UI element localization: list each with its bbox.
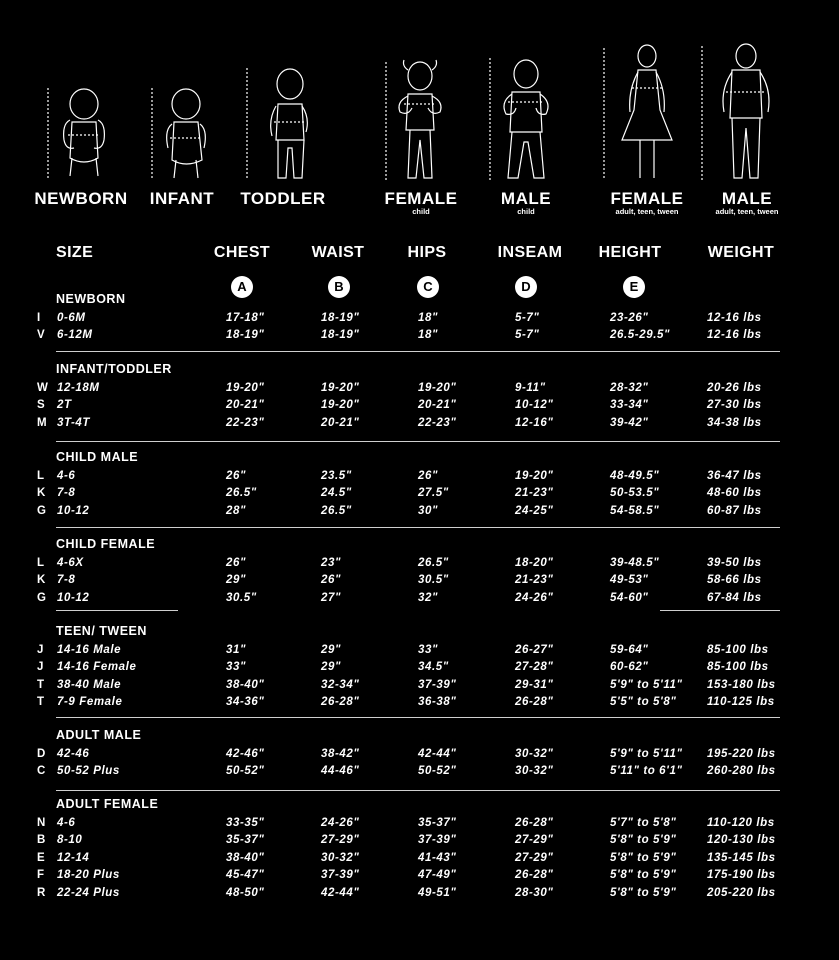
cell-inseam: 10-12" <box>515 399 554 412</box>
cell-inseam: 12-16" <box>515 416 554 429</box>
figure-label: INFANT <box>149 189 215 208</box>
cell-chest: 26" <box>226 557 247 569</box>
cell-size: 50-52 Plus <box>57 765 120 778</box>
cell-code: R <box>37 886 46 899</box>
figure-row <box>0 0 839 230</box>
figure-label: MALE <box>500 189 552 208</box>
cell-size: 22-24 Plus <box>57 886 120 899</box>
cell-weight: 12-16 lbs <box>707 329 762 342</box>
divider <box>56 441 780 442</box>
cell-inseam: 24-25" <box>515 504 554 517</box>
header-height: HEIGHT <box>598 244 662 261</box>
cell-weight: 85-100 lbs <box>707 661 769 674</box>
cell-chest: 38-40" <box>226 851 265 864</box>
divider <box>56 717 780 718</box>
divider <box>660 610 780 611</box>
header-inseam: INSEAM <box>497 244 563 261</box>
cell-inseam: 27-28" <box>515 661 554 674</box>
cell-waist: 24-26" <box>321 817 360 829</box>
cell-code: L <box>37 557 45 569</box>
cell-chest: 28" <box>226 504 247 517</box>
cell-waist: 26-28" <box>321 696 360 709</box>
cell-hips: 32" <box>418 591 439 604</box>
cell-code: C <box>37 765 46 778</box>
cell-height: 23-26" <box>610 312 649 324</box>
divider <box>56 610 178 611</box>
cell-chest: 33" <box>226 661 247 674</box>
cell-weight: 260-280 lbs <box>707 765 776 778</box>
cell-code: M <box>37 416 48 429</box>
cell-height: 59-64" <box>610 644 649 656</box>
cell-height: 5'8" to 5'9" <box>610 851 677 864</box>
cell-weight: 34-38 lbs <box>707 416 762 429</box>
figure-label: NEWBORN <box>34 189 128 208</box>
table-row <box>0 748 839 765</box>
header-chest: CHEST <box>213 244 271 261</box>
cell-waist: 32-34" <box>321 678 360 691</box>
cell-waist: 26.5" <box>321 504 352 517</box>
cell-weight: 205-220 lbs <box>707 886 776 899</box>
cell-waist: 23" <box>321 557 342 569</box>
cell-waist: 18-19" <box>321 312 360 324</box>
cell-size: 7-8 <box>57 574 76 587</box>
table-row <box>0 661 839 678</box>
cell-height: 5'8" to 5'9" <box>610 834 677 847</box>
cell-waist: 37-39" <box>321 869 360 882</box>
cell-height: 5'11" to 6'1" <box>610 765 683 778</box>
cell-chest: 33-35" <box>226 817 265 829</box>
table-row <box>0 329 839 346</box>
cell-height: 54-58.5" <box>610 504 660 517</box>
cell-hips: 30" <box>418 504 439 517</box>
cell-chest: 42-46" <box>226 748 265 760</box>
section-title: CHILD FEMALE <box>56 537 156 551</box>
cell-hips: 30.5" <box>418 574 449 587</box>
cell-hips: 41-43" <box>418 851 457 864</box>
cell-hips: 26.5" <box>418 557 449 569</box>
cell-height: 5'9" to 5'11" <box>610 748 683 760</box>
cell-inseam: 26-27" <box>515 644 554 656</box>
cell-weight: 110-125 lbs <box>707 696 775 709</box>
section-title: TEEN/ TWEEN <box>56 624 147 638</box>
cell-height: 60-62" <box>610 661 649 674</box>
cell-hips: 18" <box>418 329 439 342</box>
female-child-silhouette-icon <box>378 0 468 190</box>
cell-size: 2T <box>57 399 72 412</box>
cell-chest: 35-37" <box>226 834 265 847</box>
cell-size: 4-6X <box>57 557 84 569</box>
cell-height: 39-42" <box>610 416 649 429</box>
cell-hips: 22-23" <box>418 416 457 429</box>
table-row <box>0 817 839 834</box>
cell-inseam: 29-31" <box>515 678 554 691</box>
cell-size: 14-16 Male <box>57 644 122 656</box>
header-weight: WEIGHT <box>707 244 775 261</box>
cell-weight: 135-145 lbs <box>707 851 776 864</box>
cell-size: 0-6M <box>57 312 86 324</box>
cell-height: 39-48.5" <box>610 557 660 569</box>
male-adult-silhouette-icon <box>700 0 800 190</box>
cell-chest: 31" <box>226 644 247 656</box>
cell-waist: 23.5" <box>321 470 352 482</box>
figure-label: TODDLER <box>240 189 326 208</box>
section-title: INFANT/TODDLER <box>56 362 172 376</box>
cell-size: 42-46 <box>57 748 90 760</box>
cell-height: 5'8" to 5'9" <box>610 886 677 899</box>
divider <box>56 527 780 528</box>
cell-weight: 27-30 lbs <box>707 399 762 412</box>
table-row <box>0 765 839 782</box>
table-row <box>0 869 839 886</box>
cell-code: T <box>37 678 45 691</box>
cell-inseam: 21-23" <box>515 574 554 587</box>
table-row <box>0 312 839 329</box>
cell-waist: 20-21" <box>321 416 360 429</box>
cell-code: W <box>37 382 49 394</box>
infant-silhouette-icon <box>130 0 240 190</box>
cell-inseam: 28-30" <box>515 886 554 899</box>
cell-code: T <box>37 696 45 709</box>
cell-code: J <box>37 661 44 674</box>
cell-waist: 38-42" <box>321 748 360 760</box>
cell-chest: 26.5" <box>226 487 257 500</box>
cell-waist: 24.5" <box>321 487 352 500</box>
section-title: CHILD MALE <box>56 450 139 464</box>
cell-size: 8-10 <box>57 834 83 847</box>
cell-size: 7-8 <box>57 487 76 500</box>
figure-label: MALE <box>721 189 773 208</box>
cell-inseam: 27-29" <box>515 851 554 864</box>
badge-a: A <box>231 276 253 298</box>
cell-weight: 48-60 lbs <box>707 487 762 500</box>
cell-height: 54-60" <box>610 591 649 604</box>
cell-chest: 30.5" <box>226 591 257 604</box>
cell-code: G <box>37 504 47 517</box>
cell-hips: 37-39" <box>418 834 457 847</box>
cell-weight: 39-50 lbs <box>707 557 762 569</box>
table-row <box>0 417 839 434</box>
cell-weight: 153-180 lbs <box>707 678 776 691</box>
cell-hips: 37-39" <box>418 678 457 691</box>
cell-inseam: 30-32" <box>515 748 554 760</box>
cell-chest: 26" <box>226 470 247 482</box>
cell-inseam: 21-23" <box>515 487 554 500</box>
cell-height: 5'8" to 5'9" <box>610 869 677 882</box>
cell-size: 10-12 <box>57 504 90 517</box>
cell-code: K <box>37 574 46 587</box>
figure-sublabel: child <box>412 207 430 216</box>
cell-weight: 67-84 lbs <box>707 591 762 604</box>
cell-chest: 48-50" <box>226 886 265 899</box>
cell-inseam: 9-11" <box>515 382 546 394</box>
header-size: SIZE <box>56 244 94 261</box>
cell-inseam: 30-32" <box>515 765 554 778</box>
cell-weight: 20-26 lbs <box>707 382 762 394</box>
cell-chest: 20-21" <box>226 399 265 412</box>
figure-label: FEMALE <box>384 189 458 208</box>
cell-code: V <box>37 329 46 342</box>
cell-waist: 42-44" <box>321 886 360 899</box>
cell-weight: 110-120 lbs <box>707 817 775 829</box>
figure-sublabel: adult, teen, tween <box>615 207 679 216</box>
cell-waist: 44-46" <box>321 765 360 778</box>
figure-sublabel: adult, teen, tween <box>715 207 779 216</box>
cell-height: 26.5-29.5" <box>610 329 671 342</box>
cell-code: S <box>37 399 46 412</box>
table-row <box>0 470 839 487</box>
table-row <box>0 679 839 696</box>
figure-label: FEMALE <box>610 189 684 208</box>
cell-weight: 36-47 lbs <box>707 470 762 482</box>
cell-inseam: 5-7" <box>515 312 540 324</box>
section-title: NEWBORN <box>56 292 126 306</box>
cell-chest: 29" <box>226 574 247 587</box>
cell-hips: 20-21" <box>418 399 457 412</box>
cell-size: 4-6 <box>57 470 76 482</box>
cell-size: 3T-4T <box>57 416 91 429</box>
cell-code: L <box>37 470 45 482</box>
cell-height: 28-32" <box>610 382 649 394</box>
cell-size: 38-40 Male <box>57 678 122 691</box>
header-hips: HIPS <box>407 244 447 261</box>
cell-size: 14-16 Female <box>57 661 137 674</box>
table-row <box>0 887 839 904</box>
cell-hips: 35-37" <box>418 817 457 829</box>
table-row <box>0 505 839 522</box>
figure-sublabel: child <box>517 207 535 216</box>
cell-weight: 175-190 lbs <box>707 869 776 882</box>
table-row <box>0 644 839 661</box>
cell-chest: 19-20" <box>226 382 265 394</box>
table-row <box>0 382 839 399</box>
cell-weight: 195-220 lbs <box>707 748 776 760</box>
header-waist: WAIST <box>311 244 365 261</box>
cell-waist: 27" <box>321 591 342 604</box>
badge-b: B <box>328 276 350 298</box>
cell-weight: 85-100 lbs <box>707 644 769 656</box>
female-adult-silhouette-icon <box>600 0 700 190</box>
cell-size: 4-6 <box>57 817 76 829</box>
table-row <box>0 592 839 609</box>
cell-code: E <box>37 851 46 864</box>
cell-hips: 50-52" <box>418 765 457 778</box>
cell-weight: 12-16 lbs <box>707 312 762 324</box>
cell-inseam: 24-26" <box>515 591 554 604</box>
cell-waist: 19-20" <box>321 399 360 412</box>
section-title: ADULT MALE <box>56 728 142 742</box>
cell-chest: 17-18" <box>226 312 265 324</box>
cell-hips: 19-20" <box>418 382 457 394</box>
cell-hips: 26" <box>418 470 439 482</box>
cell-waist: 29" <box>321 644 342 656</box>
cell-chest: 18-19" <box>226 329 265 342</box>
table-row <box>0 834 839 851</box>
cell-weight: 120-130 lbs <box>707 834 776 847</box>
cell-waist: 19-20" <box>321 382 360 394</box>
male-child-silhouette-icon <box>482 0 572 190</box>
cell-hips: 34.5" <box>418 661 449 674</box>
cell-code: J <box>37 644 44 656</box>
divider <box>56 790 780 791</box>
cell-size: 18-20 Plus <box>57 869 120 882</box>
table-row <box>0 399 839 416</box>
badge-d: D <box>515 276 537 298</box>
cell-height: 48-49.5" <box>610 470 660 482</box>
table-header <box>0 244 839 304</box>
cell-hips: 18" <box>418 312 439 324</box>
cell-height: 5'7" to 5'8" <box>610 817 677 829</box>
table-row <box>0 574 839 591</box>
cell-inseam: 19-20" <box>515 470 554 482</box>
cell-waist: 27-29" <box>321 834 360 847</box>
cell-inseam: 18-20" <box>515 557 554 569</box>
cell-chest: 50-52" <box>226 765 265 778</box>
cell-inseam: 26-28" <box>515 817 554 829</box>
table-row <box>0 852 839 869</box>
cell-chest: 22-23" <box>226 416 265 429</box>
cell-waist: 18-19" <box>321 329 360 342</box>
toddler-silhouette-icon <box>238 0 338 190</box>
cell-height: 5'9" to 5'11" <box>610 678 683 691</box>
table-row <box>0 557 839 574</box>
cell-hips: 33" <box>418 644 439 656</box>
table-row <box>0 487 839 504</box>
cell-size: 12-18M <box>57 382 100 394</box>
cell-size: 6-12M <box>57 329 93 342</box>
cell-inseam: 27-29" <box>515 834 554 847</box>
cell-code: F <box>37 869 45 882</box>
cell-weight: 60-87 lbs <box>707 504 762 517</box>
cell-weight: 58-66 lbs <box>707 574 762 587</box>
cell-code: G <box>37 591 47 604</box>
cell-height: 33-34" <box>610 399 649 412</box>
cell-height: 50-53.5" <box>610 487 660 500</box>
cell-inseam: 5-7" <box>515 329 540 342</box>
newborn-silhouette-icon <box>0 0 130 190</box>
divider <box>56 351 780 352</box>
cell-code: K <box>37 487 46 500</box>
cell-code: I <box>37 312 41 324</box>
badge-e: E <box>623 276 645 298</box>
cell-hips: 47-49" <box>418 869 457 882</box>
cell-code: D <box>37 748 46 760</box>
badge-c: C <box>417 276 439 298</box>
cell-height: 49-53" <box>610 574 649 587</box>
cell-size: 10-12 <box>57 591 90 604</box>
cell-code: N <box>37 817 46 829</box>
cell-hips: 42-44" <box>418 748 457 760</box>
cell-size: 7-9 Female <box>57 696 123 709</box>
cell-size: 12-14 <box>57 851 90 864</box>
cell-hips: 27.5" <box>418 487 449 500</box>
cell-waist: 26" <box>321 574 342 587</box>
cell-code: B <box>37 834 46 847</box>
cell-chest: 45-47" <box>226 869 265 882</box>
cell-inseam: 26-28" <box>515 696 554 709</box>
section-title: ADULT FEMALE <box>56 797 159 811</box>
cell-inseam: 26-28" <box>515 869 554 882</box>
cell-chest: 38-40" <box>226 678 265 691</box>
cell-waist: 29" <box>321 661 342 674</box>
table-row <box>0 696 839 713</box>
cell-chest: 34-36" <box>226 696 265 709</box>
cell-hips: 36-38" <box>418 696 457 709</box>
cell-hips: 49-51" <box>418 886 457 899</box>
cell-height: 5'5" to 5'8" <box>610 696 677 709</box>
cell-waist: 30-32" <box>321 851 360 864</box>
